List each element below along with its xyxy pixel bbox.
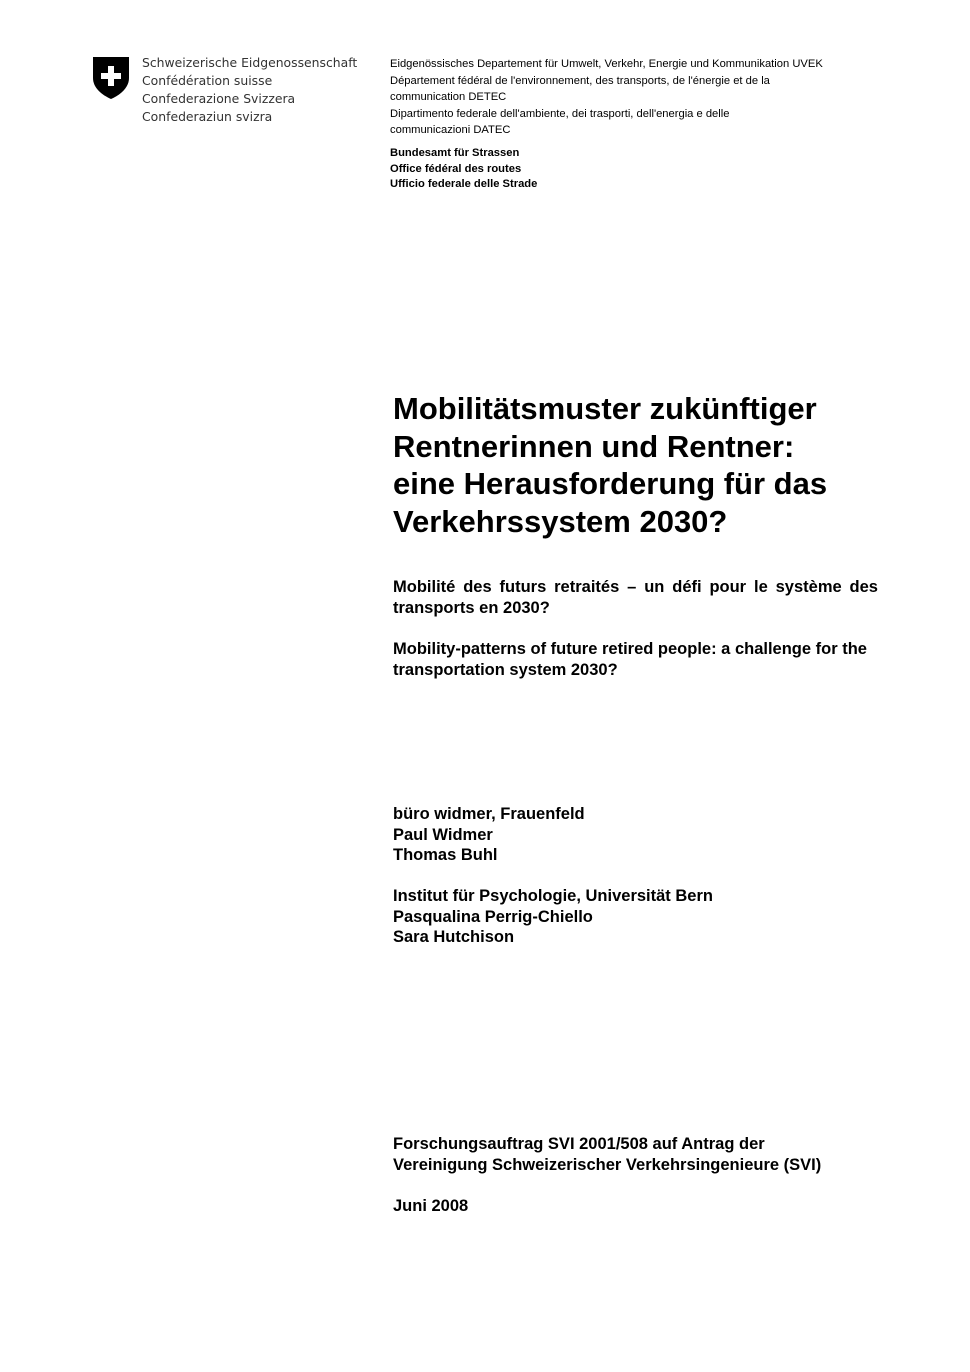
department-line: Département fédéral de l'environnement, des transports, de l'énergie et de la xyxy=(390,74,770,87)
subtitle-english xyxy=(393,639,878,680)
research-order-line: Forschungsauftrag SVI 2001/508 auf Antrag der xyxy=(393,1135,765,1153)
confederation-name-fr: Confédération suisse xyxy=(142,73,273,88)
author-line: Paul Widmer xyxy=(393,825,493,844)
authors-group-bern xyxy=(393,886,713,948)
office-header xyxy=(390,146,537,193)
research-order xyxy=(393,1134,821,1175)
author-line: Sara Hutchison xyxy=(393,928,515,947)
confederation-name-rm: Confederaziun svizra xyxy=(142,109,273,124)
title-line: Rentnerinnen und Rentner: xyxy=(393,428,795,464)
title-line: Mobilitätsmuster zukünftiger xyxy=(393,391,817,426)
confederation-logo xyxy=(92,54,372,134)
author-line: Institut für Psychologie, Universität Bern xyxy=(393,887,713,905)
department-line: communication DETEC xyxy=(390,91,507,103)
title-line: Verkehrssystem 2030? xyxy=(393,503,728,539)
subtitle-english-line: Mobility-patterns of future retired people: a challenge for the xyxy=(393,640,867,658)
department-line: Eidgenössisches Departement für Umwelt, Verkehr, Energie und Kommunikation UVEK xyxy=(390,58,823,70)
swiss-shield-icon xyxy=(92,56,130,100)
department-line: Dipartimento federale dell'ambiente, dei trasporti, dell'energia e delle xyxy=(390,107,730,120)
department-header xyxy=(390,56,890,139)
research-order-line: Vereinigung Schweizerischer Verkehrsingenieure (SVI) xyxy=(393,1155,822,1174)
publication-date: Juni 2008 xyxy=(393,1197,469,1215)
author-line: Pasqualina Perrig-Chiello xyxy=(393,907,593,926)
subtitle-english-line: transportation system 2030? xyxy=(393,660,618,679)
confederation-name-it: Confederazione Svizzera xyxy=(142,91,296,106)
confederation-name-de: Schweizerische Eidgenossenschaft xyxy=(142,55,358,70)
subtitle-french: Mobilité des futurs retraités – un défi pour le système des transports en 2030? xyxy=(393,578,878,617)
title-line: eine Herausforderung für das xyxy=(393,466,828,501)
author-line: Thomas Buhl xyxy=(393,846,498,865)
department-line: communicazioni DATEC xyxy=(390,124,511,136)
confederation-names xyxy=(142,54,357,126)
office-line: Office fédéral des routes xyxy=(390,162,522,175)
authors-group-widmer xyxy=(393,804,585,866)
office-line: Ufficio federale delle Strade xyxy=(390,178,538,190)
office-line: Bundesamt für Strassen xyxy=(390,147,520,159)
document-title xyxy=(393,390,893,540)
author-line: büro widmer, Frauenfeld xyxy=(393,805,585,823)
